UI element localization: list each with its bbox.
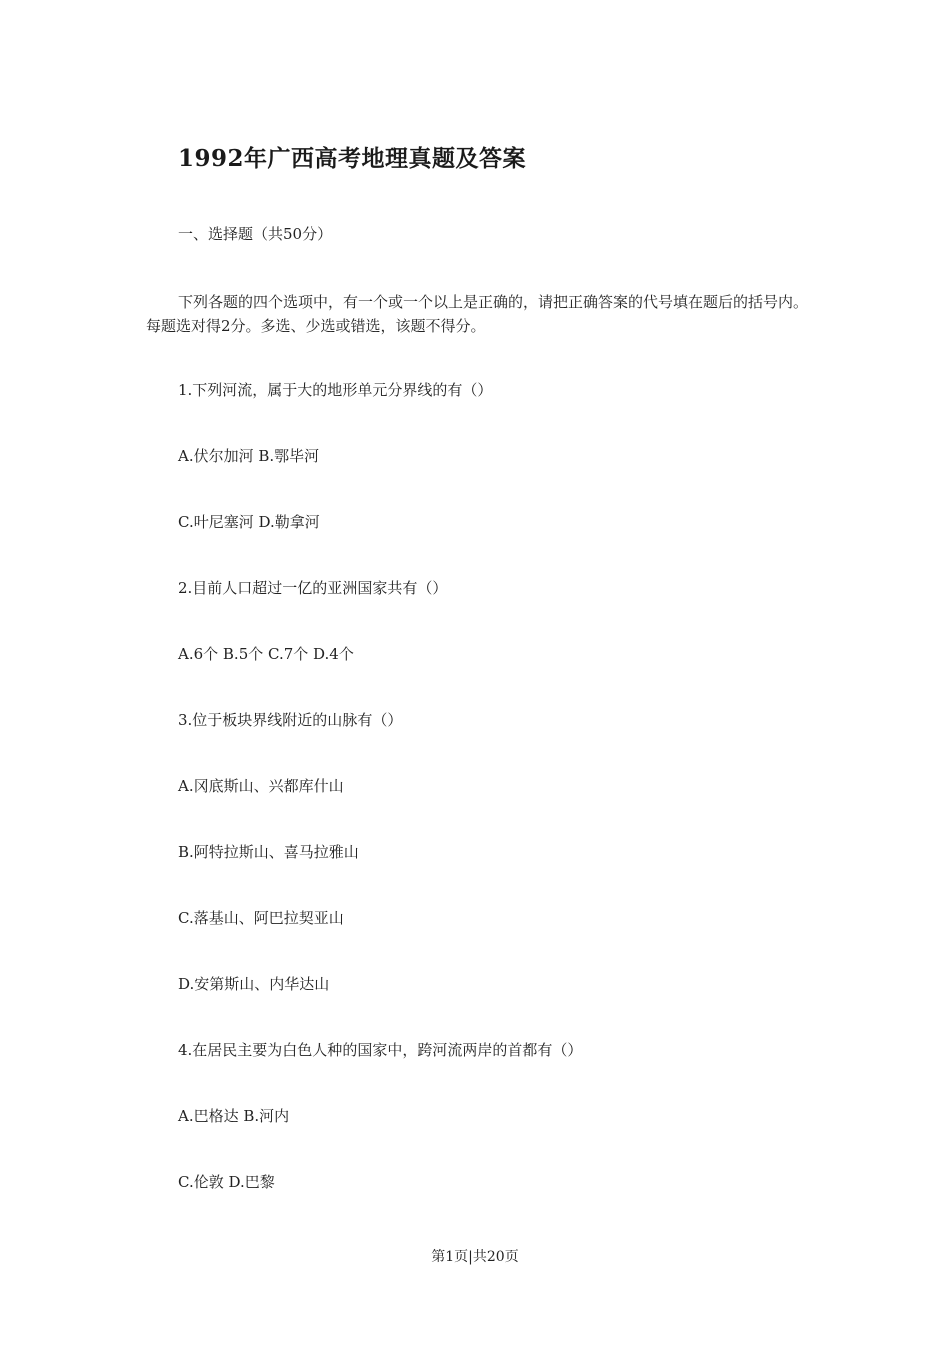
question-3: 3.位于板块界线附近的山脉有（） xyxy=(178,711,403,729)
question-1: 1.下列河流，属于大的地形单元分界线的有（） xyxy=(178,381,493,399)
question-4: 4.在居民主要为白色人种的国家中，跨河流两岸的首都有（） xyxy=(178,1041,583,1059)
question-4-options-cd: C.伦敦 D.巴黎 xyxy=(178,1173,275,1191)
page-footer: 第1页|共20页 xyxy=(431,1249,519,1265)
question-2-options: A.6个 B.5个 C.7个 D.4个 xyxy=(178,645,354,663)
section-heading: 一、选择题（共50分） xyxy=(178,225,333,243)
question-3-option-b: B.阿特拉斯山、喜马拉雅山 xyxy=(178,843,359,861)
question-3-option-c: C.落基山、阿巴拉契亚山 xyxy=(178,909,344,927)
question-1-options-ab: A.伏尔加河 B.鄂毕河 xyxy=(178,447,320,465)
question-2: 2.目前人口超过一亿的亚洲国家共有（） xyxy=(178,579,448,597)
document-title: 1992年广西高考地理真题及答案 xyxy=(178,145,527,172)
instructions-paragraph: 下列各题的四个选项中，有一个或一个以上是正确的，请把正确答案的代号填在题后的括号内。每题选对得2分。多选、少选或错选，该题不得分。 xyxy=(146,293,809,335)
question-4-options-ab: A.巴格达 B.河内 xyxy=(178,1107,290,1125)
question-3-option-d: D.安第斯山、内华达山 xyxy=(178,975,330,993)
question-3-option-a: A.冈底斯山、兴都库什山 xyxy=(178,777,344,795)
question-1-options-cd: C.叶尼塞河 D.勒拿河 xyxy=(178,513,320,531)
